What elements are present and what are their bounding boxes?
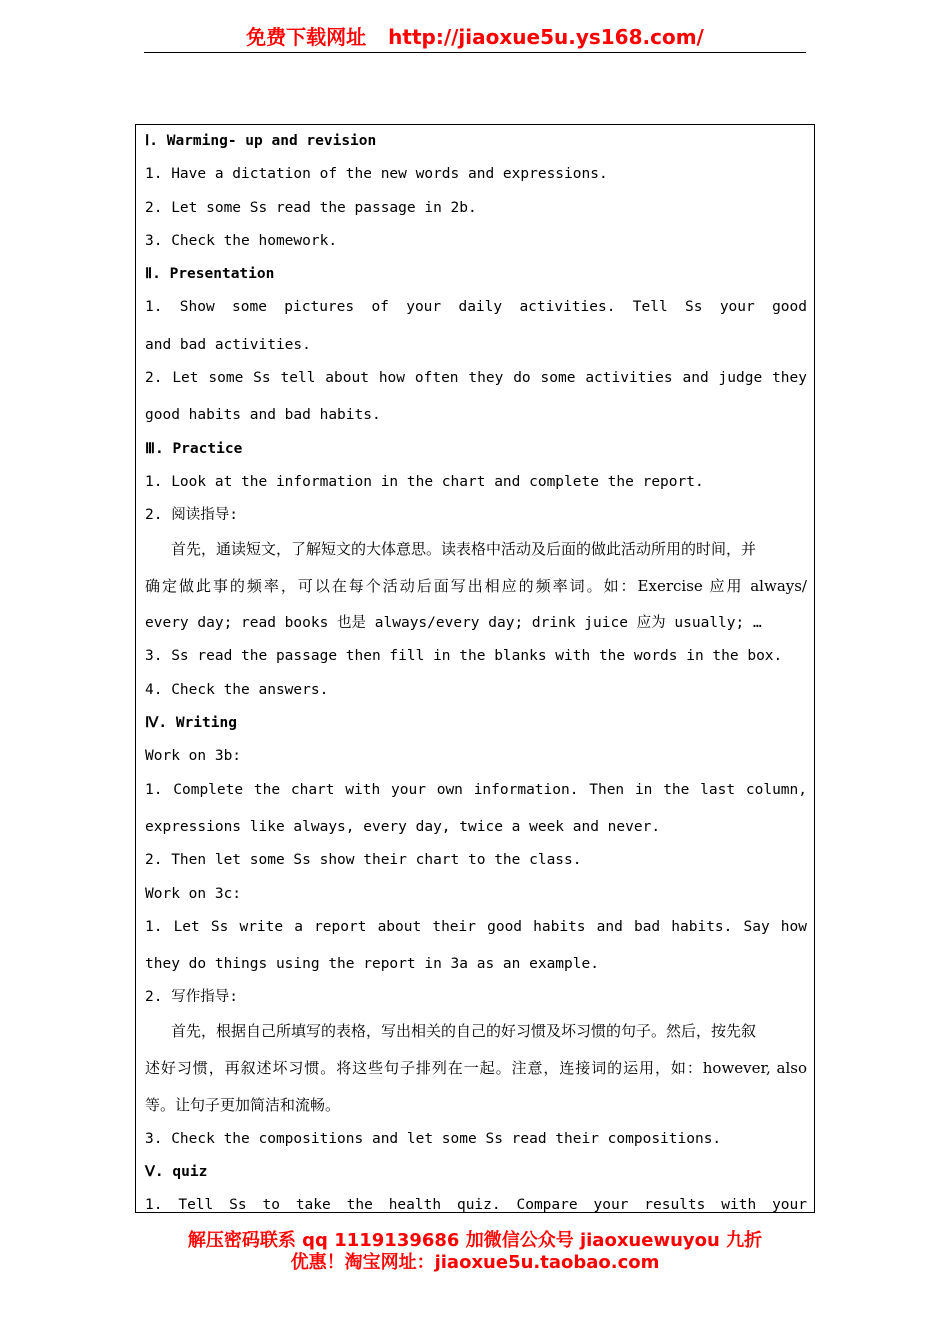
text-line: 1. Look at the information in the chart and complete the report. xyxy=(145,473,704,490)
text-line: 1. Show some pictures of your daily activities. Tell Ss your good xyxy=(145,299,807,316)
header-site-label: 免费下载网址 xyxy=(246,25,367,49)
text-line: 述好习惯，再叙述坏习惯。将这些句子排列在一起。注意，连接词的运用，如：however, also xyxy=(145,1059,807,1078)
text-line: 首先，通读短文，了解短文的大体意思。读表格中活动及后面的做此活动所用的时间，并 xyxy=(171,539,757,558)
text-line: 2. Let some Ss tell about how often they do some activities and judge they xyxy=(145,370,807,387)
footer-shop-link[interactable]: 优惠！淘宝网址：jiaoxue5u.taobao.com xyxy=(290,1252,660,1273)
text-line: 3. Ss read the passage then fill in the blanks with the words in the box. xyxy=(145,648,783,665)
text-line: good habits and bad habits. xyxy=(145,407,381,424)
text-line: expressions like always, every day, twice a week and never. xyxy=(145,818,661,835)
text-line: they do things using the report in 3a as an example. xyxy=(145,956,599,973)
text-line: 4. Check the answers. xyxy=(145,681,329,698)
lesson-steps xyxy=(145,125,807,1213)
page-header xyxy=(144,22,806,53)
text-line: 2. 阅读指导: xyxy=(145,507,238,524)
footer-contact: 解压密码联系 qq 1119139686 加微信公众号 jiaoxuewuyou 九折 xyxy=(187,1230,763,1251)
header-site-url[interactable]: http://jiaoxue5u.ys168.com/ xyxy=(388,25,704,49)
text-line: 3. Check the homework. xyxy=(145,232,338,249)
section-heading: Ⅲ. Practice xyxy=(145,440,243,457)
section-heading: Ⅰ. Warming- up and revision xyxy=(145,133,377,149)
text-line: every day; read books 也是 always/every day; drink juice 应为 usually; … xyxy=(145,615,762,632)
text-line: 等。让句子更加简洁和流畅。 xyxy=(145,1096,341,1115)
text-line: 1. Complete the chart with your own information. Then in the last column, xyxy=(145,781,807,798)
text-line: 首先，根据自己所填写的表格，写出相关的自己的好习惯及坏习惯的句子。然后，按先叙 xyxy=(171,1021,757,1040)
section-heading: Ⅳ. Writing xyxy=(145,715,237,732)
text-line: Work on 3b: xyxy=(145,748,242,765)
text-line: 2. Let some Ss read the passage in 2b. xyxy=(145,199,477,216)
text-line: 1. Tell Ss to take the health quiz. Compare your results with your xyxy=(145,1197,807,1213)
text-line: 2. Then let some Ss show their chart to the class. xyxy=(145,852,582,869)
lesson-plan-box xyxy=(135,124,815,1213)
section-heading: Ⅴ. quiz xyxy=(145,1163,208,1180)
text-line: 1. Have a dictation of the new words and expressions. xyxy=(145,166,608,183)
text-line: 1. Let Ss write a report about their good habits and bad habits. Say how xyxy=(145,918,807,935)
text-line: 3. Check the compositions and let some Ss read their compositions. xyxy=(145,1130,722,1147)
text-line: Work on 3c: xyxy=(145,885,242,902)
text-line: 2. 写作指导: xyxy=(145,989,238,1006)
text-line: 确定做此事的频率，可以在每个活动后面写出相应的频率词。如：Exercise 应用 always/ xyxy=(145,576,807,595)
text-line: and bad activities. xyxy=(145,336,311,353)
section-heading: Ⅱ. Presentation xyxy=(145,266,275,283)
